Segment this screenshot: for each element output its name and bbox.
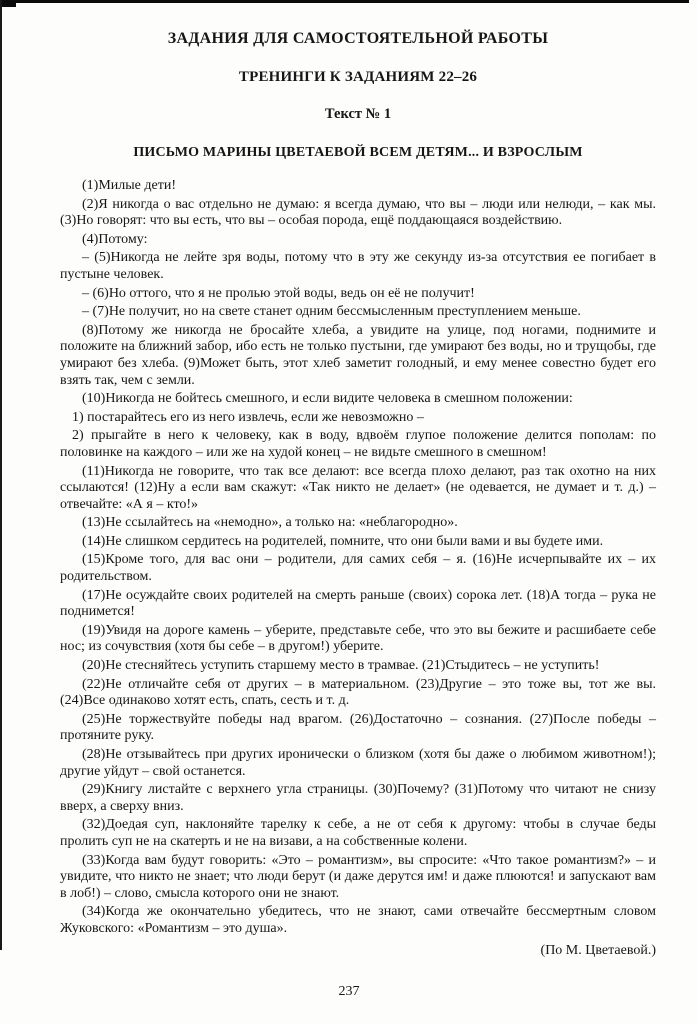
paragraph: (11)Никогда не говорите, что так все делают: все всегда плохо делают, раз так охотно на них ссылаются! (12)Ну а если вам скажут: «Так никто не делает» (не одевается, не думает и т. д.) – отвечайте: «А я – кто!»	[60, 463, 656, 512]
paragraph: (8)Потому же никогда не бросайте хлеба, а увидите на улице, под ногами, поднимите и положите на ближний забор, ибо есть не только пустыни, где умирают без воды, но и трущобы, где умирают без хлеба. (9)Может быть, этот хлеб заметит голодный, и ему менее совестно будет его взять так, чем с земли.	[60, 322, 656, 388]
paragraph: (17)Не осуждайте своих родителей на смерть раньше (своих) сорока лет. (18)А тогда – рука не поднимется!	[60, 587, 656, 620]
page-title: ЗАДАНИЯ ДЛЯ САМОСТОЯТЕЛЬНОЙ РАБОТЫ	[167, 30, 549, 47]
paragraph: – (6)Но оттого, что я не пролью этой воды, ведь он её не получит!	[82, 285, 475, 301]
paragraph: – (5)Никогда не лейте зря воды, потому что в эту же секунду из-за отсутствия ее погибает в пустыне человек.	[60, 250, 656, 282]
attribution: (По М. Цветаевой.)	[540, 942, 656, 958]
paragraph: (19)Увидя на дороге камень – уберите, представьте себе, что это вы бежите и расшибаете себе нос; из сочувствия (хотя бы себе – в другом!) уберите.	[60, 622, 656, 655]
paragraph: (34)Когда же окончательно убедитесь, что не знают, сами отвечайте бессмертным словом Жуковского: «Романтизм – это душа».	[60, 904, 656, 936]
text-body	[60, 178, 656, 938]
paragraph: 2) прыгайте в него к человеку, как в воду, вдвоём глупое положение делится пополам: по половинке на каждого – или же на худой конец – не видьте смешного в смешном!	[60, 428, 656, 460]
paragraph: (4)Потому:	[82, 231, 148, 247]
paragraph: (15)Кроме того, для вас они – родители, для самих себя – я. (16)Не исчерпывайте их – их родительством.	[60, 552, 656, 585]
paragraph: 1) постарайтесь его из него извлечь, если же невозможно –	[72, 409, 424, 425]
paragraph: (28)Не отзывайтесь при других иронически о близком (хотя бы даже о любимом животном!); другие уйдут – свой останется.	[60, 747, 656, 779]
page-number: 237	[338, 984, 360, 999]
paragraph: (25)Не торжествуйте победы над врагом. (26)Достаточно – сознания. (27)После победы – протяните руку.	[60, 711, 656, 744]
paragraph: (33)Когда вам будут говорить: «Это – романтизм», вы спросите: «Что такое романтизм?» – и увидите, что никто не знает; что люди берут (и даже дерутся им! и даже плюются! и запускают вам в лоб!) – слово, смысла которого они не знают.	[60, 852, 656, 901]
text-number-label: Текст № 1	[324, 106, 392, 122]
paragraph: (2)Я никогда о вас отдельно не думаю: я всегда думаю, что вы – люди или нелюди, – как мы. (3)Но говорят: что вы есть, что вы – особая порода, ещё поддающаяся воздействию.	[60, 196, 656, 229]
paragraph: (1)Милые дети!	[82, 178, 176, 193]
paragraph: – (7)Не получит, но на свете станет одним бессмысленным преступлением меньше.	[82, 304, 581, 320]
paragraph: (29)Книгу листайте с верхнего угла страницы. (30)Почему? (31)Потому что читают не снизу вверх, а сверху вниз.	[60, 782, 656, 814]
paragraph: (22)Не отличайте себя от других – в материальном. (23)Другие – это тоже вы, тот же вы. (24)Все одинаково хотят есть, спать, сесть и т. д.	[60, 676, 656, 709]
paragraph: (32)Доедая суп, наклоняйте тарелку к себе, а не от себя к другому: чтобы в случае беды пролить суп не на скатерть и не на визави, а на собственные колени.	[60, 817, 656, 849]
paragraph: (14)Не слишком сердитесь на родителей, помните, что они были вами и вы будете ими.	[82, 533, 604, 549]
text-heading: ПИСЬМО МАРИНЫ ЦВЕТАЕВОЙ ВСЕМ ДЕТЯМ... И ВЗРОСЛЫМ	[133, 145, 583, 160]
paragraph: (10)Никогда не бойтесь смешного, и если видите человека в смешном положении:	[82, 391, 573, 407]
paragraph: (13)Не ссылайтесь на «немодно», а только на: «неблагородно».	[82, 515, 458, 531]
page-subtitle: ТРЕНИНГИ К ЗАДАНИЯМ 22–26	[238, 69, 478, 85]
paragraph: (20)Не стесняйтесь уступить старшему место в трамвае. (21)Стыдитесь – не уступить!	[82, 658, 600, 674]
